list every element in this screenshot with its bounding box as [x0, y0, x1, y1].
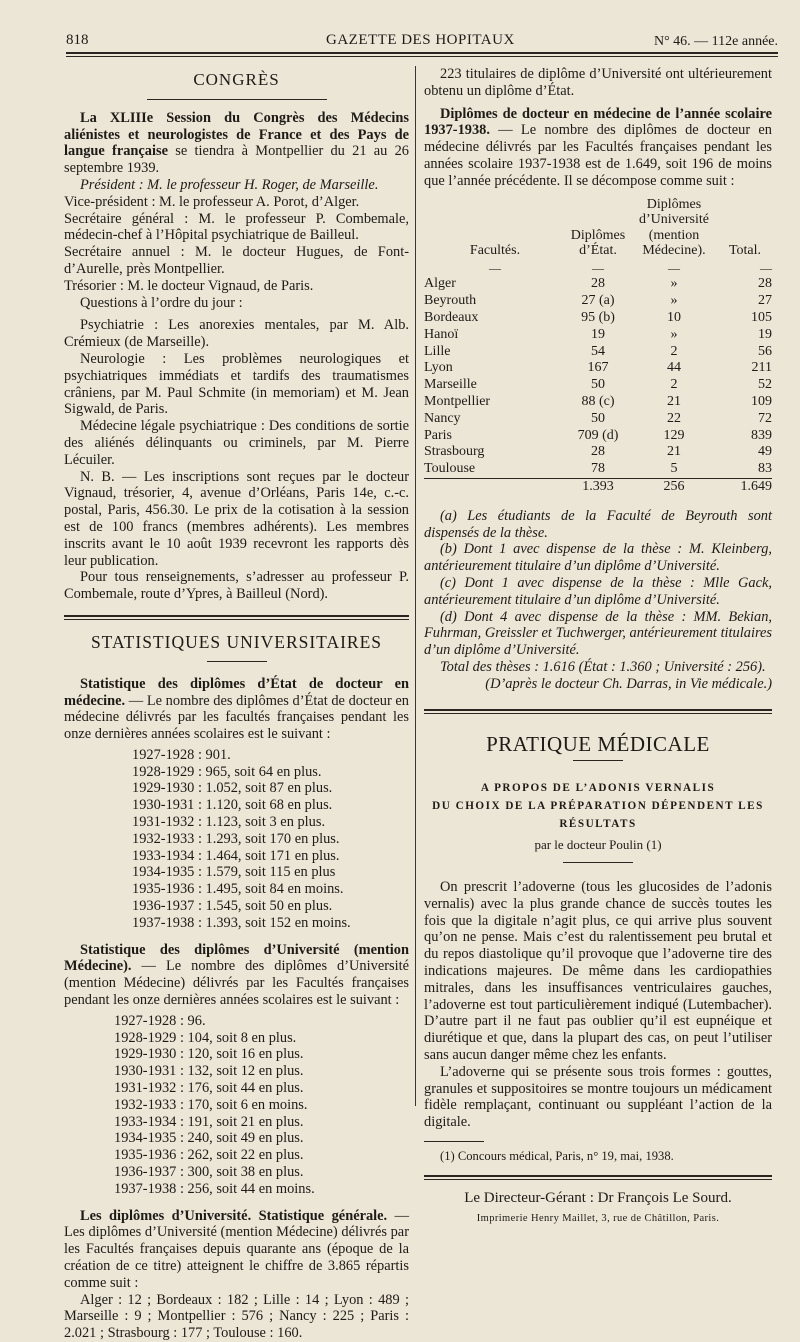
general-detail: Alger : 12 ; Bordeaux : 182 ; Lille : 14 ; Lyon : 489 ; Marseille : 9 ; Montpellier : 576 ; Nancy : 225 ; Paris : 2.021 ; Strasbourg : 177 ; Toulouse : 160. [64, 1291, 409, 1342]
list-item: 1934-1935 : 1.579, soit 115 en plus [132, 864, 336, 881]
list-item: 1927-1928 : 901. [132, 746, 231, 763]
question-neurologie: Neurologie : Les problèmes neurologiques et psychiatriques immédiats et tardifs des traumatismes crâniens, par M. Paul Schmite (in memoriam) et M. Jean Sigwald, de Paris. [64, 350, 409, 418]
list-item: 1931-1932 : 176, soit 44 en plus. [114, 1080, 304, 1097]
article-title-2: DU CHOIX DE LA PRÉPARATION DÉPENDENT LES RÉSULTATS [432, 800, 764, 831]
cell-total: 72 [758, 410, 772, 426]
note-b: (b) Dont 1 avec dispense de la thèse : M. Kleinberg, antérieurement titulaire d’un diplôme d’Université. [424, 541, 772, 575]
note-d: (d) Dont 4 avec dispense de la thèse : MM. Bekian, Fuhrman, Greissler et Tuchwerger, antérieurement titulaires d’un diplôme d’Université. [424, 608, 772, 659]
officer-tresorier: Trésorier : M. le docteur Vignaud, de Paris. [64, 277, 314, 294]
question-psychiatrie: Psychiatrie : Les anorexies mentales, par M. Alb. Crémieux (de Marseille). [64, 317, 409, 351]
table-header-row [424, 196, 772, 260]
diplomas-table [424, 196, 772, 496]
cell-etat: 54 [591, 343, 605, 359]
list-item: 1937-1938 : 256, soit 44 en moins. [114, 1180, 315, 1197]
col-header-total: Total. [728, 243, 762, 259]
article-title-1: A PROPOS DE L’ADONIS VERNALIS [480, 782, 716, 795]
article-byline: par le docteur Poulin (1) [534, 837, 662, 853]
col-header-facultes: Facultés. [469, 243, 521, 259]
etat-heading: Statistique des diplômes d’État de docteur en médecine. [64, 675, 409, 709]
univ-text: — Le nombre des diplômes d’Université (mention Médecine) délivrés par les Facultés françaises pendant les onze dernières années scolaires est le suivant : [64, 958, 409, 1009]
continuation-text: 223 titulaires de diplôme d’Université ont ultérieurement obtenu un diplôme d’État. [424, 66, 772, 99]
table-row [424, 327, 772, 344]
table-row [424, 461, 772, 478]
cell-total-universite: 256 [630, 478, 718, 495]
univ-paragraph [64, 942, 409, 1009]
list-item: 1935-1936 : 1.495, soit 84 en moins. [132, 881, 344, 898]
officer-secretaire-annuel: Secrétaire annuel : M. le docteur Hugues, de Font-d’Aurelle, près Montpellier. [64, 244, 409, 277]
cell-total: 109 [751, 393, 772, 409]
dash-cell: — [760, 260, 772, 275]
questions-intro: Questions à l’ordre du jour : [80, 294, 243, 311]
cell-universite: 129 [663, 427, 685, 443]
column-separator [415, 66, 416, 1106]
cell-total-total: 1.649 [718, 478, 772, 495]
list-item: 1931-1932 : 1.123, soit 3 en plus. [132, 814, 326, 831]
table-row [424, 377, 772, 394]
cell-universite: 2 [670, 343, 678, 359]
congres-intro-bold: La XLIIIe Session du Congrès des Médecins aliénistes et neurologistes de France et des Pays de langue française [64, 109, 409, 160]
cell-total: 27 [758, 293, 772, 309]
cell-universite: » [670, 326, 678, 342]
cell-faculte: Lille [424, 343, 451, 359]
article-paragraph-2: L’adoverne qui se présente sous trois formes : gouttes, granules et suppositoires se montre toujours un médicament fidèle remplaçant, continuant ou suppléant l’action de la digitale. [424, 1063, 772, 1131]
cell-faculte: Strasbourg [424, 444, 485, 460]
cell-faculte: Bordeaux [424, 309, 479, 325]
left-column [64, 66, 409, 1342]
officer-president: Président : M. le professeur H. Roger, de Marseille. [80, 176, 379, 193]
stats-rule [207, 661, 267, 662]
cell-faculte: Alger [424, 276, 456, 292]
cell-etat: 19 [591, 326, 605, 342]
table-total-row [424, 478, 772, 495]
cell-universite: 10 [667, 309, 681, 325]
general-text: — Les diplômes d’Université (mention Médecine) délivrés par les Facultés françaises depuis quarante ans (époque de la création de ce titre) atteignent le chiffre de 3.865 répartis comme suit : [64, 1207, 409, 1291]
univ-heading: Statistique des diplômes d’Université (mention Médecine). [64, 941, 409, 975]
cell-total: 52 [758, 377, 772, 393]
table-dash-row [424, 260, 772, 277]
cell-total: 83 [758, 461, 772, 477]
list-item: 1933-1934 : 1.464, soit 171 en plus. [132, 847, 340, 864]
cell-universite: 21 [667, 444, 681, 460]
cell-total: 211 [751, 360, 772, 376]
page-number: 818 [66, 32, 89, 48]
total-theses: Total des thèses : 1.616 (État : 1.360 ; Université : 256). [440, 658, 766, 675]
cell-total: 19 [758, 326, 772, 342]
list-item: 1930-1931 : 1.120, soit 68 en plus. [132, 797, 333, 814]
general-heading: Les diplômes d’Université. Statistique générale. [80, 1207, 388, 1224]
etat-paragraph [64, 676, 409, 743]
cell-etat: 167 [587, 360, 609, 376]
cell-total-label [424, 478, 566, 495]
list-item: 1936-1937 : 300, soit 38 en plus. [114, 1164, 304, 1181]
right-column [424, 66, 772, 1227]
cell-total-etat: 1.393 [566, 478, 630, 495]
footnote: (1) Concours médical, Paris, n° 19, mai, 1938. [440, 1149, 674, 1164]
list-item: 1937-1938 : 1.393, soit 152 en moins. [132, 914, 351, 931]
page-header [66, 30, 778, 54]
univ-list [114, 1013, 409, 1198]
congres-rule [147, 99, 327, 100]
list-item: 1928-1929 : 104, soit 8 en plus. [114, 1029, 297, 1046]
cell-universite: 44 [667, 360, 681, 376]
issue-info: N° 46. — 112e année. [653, 34, 778, 49]
table-row [424, 360, 772, 377]
section-rule [64, 615, 409, 620]
congres-contact: Pour tous renseignements, s’adresser au professeur P. Combemale, route d’Ypres, à Bailleul (Nord). [64, 569, 409, 603]
stats-title: STATISTIQUES UNIVERSITAIRES [90, 631, 383, 652]
list-item: 1932-1933 : 170, soit 6 en moins. [114, 1096, 308, 1113]
table-notes [424, 508, 772, 693]
cell-total: 105 [751, 309, 772, 325]
cell-universite: 5 [670, 461, 678, 477]
article-paragraph-1: On prescrit l’adoverne (tous les glucosides de l’adonis vernalis) avec la plus grande chance de succès toutes les fois que la digitale n’agit plus, ce qui arrive plus souvent qu’on ne pense. Mais c’est du ralentissement peu brutal et du repos diastolique qu’il provoque que l’adoverne tire des indications majeures. De même dans les cardiopathies mitrales, dans les insuffisances ventriculaires gauches, l’adoverne est tout particulièrement indiqué (Lutembacher). D’autre part il ne faut pas oublier qu’il est eupnéique et diurétique et que, dans la plupart des cas, on peut l’utiliser sans aucun danger même chez les enfants. [424, 879, 772, 1064]
cell-etat: 50 [591, 410, 605, 426]
table-row [424, 394, 772, 411]
table-row [424, 276, 772, 293]
pratique-title: PRATIQUE MÉDICALE [486, 731, 710, 756]
pratique-rule [573, 760, 623, 761]
cell-total: 839 [751, 427, 772, 443]
cell-universite: » [670, 276, 678, 292]
list-item: 1927-1928 : 96. [114, 1012, 206, 1029]
cell-faculte: Lyon [424, 360, 453, 376]
byline-rule [563, 862, 633, 863]
cell-etat: 88 (c) [581, 393, 615, 409]
table-row [424, 293, 772, 310]
cell-etat: 27 (a) [581, 293, 615, 309]
cell-faculte: Toulouse [424, 461, 476, 477]
officer-vice-president: Vice-président : M. le professeur A. Porot, d’Alger. [64, 193, 360, 210]
cell-universite: » [670, 293, 678, 309]
cell-etat: 95 (b) [581, 309, 615, 325]
source-note: (D’après le docteur Ch. Darras, in Vie médicale.) [485, 675, 772, 692]
cell-faculte: Hanoï [424, 326, 459, 342]
etat-list [132, 747, 409, 932]
table-row [424, 344, 772, 361]
col-header-etat: Diplômes d’État. [570, 227, 626, 259]
d1938-heading: Diplômes de docteur en médecine de l’année scolaire 1937-1938. [424, 105, 772, 139]
question-medecine-legale: Médecine légale psychiatrique : Des conditions de sortie des aliénés délinquants ou criminels, par M. Pierre Lécuiler. [64, 418, 409, 468]
cell-faculte: Marseille [424, 377, 477, 393]
general-paragraph [64, 1208, 409, 1292]
list-item: 1933-1934 : 191, soit 21 en plus. [114, 1113, 304, 1130]
cell-faculte: Paris [424, 427, 452, 443]
list-item: 1935-1936 : 262, soit 22 en plus. [114, 1147, 304, 1164]
cell-etat: 50 [591, 377, 605, 393]
list-item: 1929-1930 : 1.052, soit 87 en plus. [132, 780, 333, 797]
cell-etat: 709 (d) [577, 427, 619, 443]
list-item: 1936-1937 : 1.545, soit 50 en plus. [132, 898, 333, 915]
col-header-universite: Diplômes d’Université (mention Médecine). [639, 196, 709, 259]
cell-total: 28 [758, 276, 772, 292]
etat-text: — Le nombre des diplômes d’État de docteur en médecine délivrés par les facultés françaises pendant les onze dernières années scolaires est le suivant : [64, 692, 409, 743]
table-row [424, 310, 772, 327]
list-item: 1928-1929 : 965, soit 64 en plus. [132, 763, 322, 780]
d1938-text: — Le nombre des diplômes de docteur en médecine délivrés par les Facultés françaises pendant les années scolaire 1937-1938 est de 1.649, soit 196 de moins que l’année précédente. Il se décompose comme suit : [424, 122, 772, 189]
cell-faculte: Montpellier [424, 393, 491, 409]
table-row [424, 411, 772, 428]
directeur-gerant: Le Directeur-Gérant : Dr François Le Sourd. [464, 1189, 732, 1206]
cell-faculte: Beyrouth [424, 293, 477, 309]
congres-nb: N. B. — Les inscriptions sont reçues par le docteur Vignaud, trésorier, 4, avenue d’Orléans, Paris 14e, c.-c. postal, Paris, 456.30. Le prix de la cotisation à la session est de 100 francs (membres adhérents). Les membres inscrits avant le 10 août 1939 recevront les rapports dès leur publication. [64, 468, 409, 569]
list-item: 1932-1933 : 1.293, soit 170 en plus. [132, 830, 340, 847]
list-item: 1934-1935 : 240, soit 49 en plus. [114, 1130, 304, 1147]
dash-cell: — [489, 260, 501, 275]
header-rule-thin [66, 56, 778, 57]
journal-title: GAZETTE DES HOPITAUX [326, 32, 515, 48]
gerant-rule [424, 1175, 772, 1180]
cell-etat: 78 [591, 461, 605, 477]
d1938-paragraph [424, 106, 772, 190]
congres-title: CONGRÈS [193, 70, 280, 89]
cell-total: 56 [758, 343, 772, 359]
footnote-rule [424, 1141, 484, 1142]
cell-total: 49 [758, 444, 772, 460]
congres-intro-rest: se tiendra à Montpellier du 21 au 26 septembre 1939. [64, 143, 409, 177]
cell-universite: 22 [667, 410, 681, 426]
table-body [424, 276, 772, 495]
note-c: (c) Dont 1 avec dispense de la thèse : Mlle Gack, antérieurement titulaire d’un diplôme d’Université. [424, 574, 772, 608]
cell-etat: 28 [591, 276, 605, 292]
cell-universite: 2 [670, 377, 678, 393]
imprimerie: Imprimerie Henry Maillet, 3, rue de Châtillon, Paris. [476, 1212, 720, 1224]
officer-secretaire-general: Secrétaire général : M. le professeur P. Combemale, médecin-chef à l’Hôpital psychiatrique de Bailleul. [64, 210, 409, 244]
cell-faculte: Nancy [424, 410, 461, 426]
section-rule-right [424, 709, 772, 714]
header-rule [66, 52, 778, 54]
dash-cell: — [592, 260, 604, 275]
dash-cell: — [668, 260, 680, 275]
cell-etat: 28 [591, 444, 605, 460]
cell-universite: 21 [667, 393, 681, 409]
table-row [424, 444, 772, 461]
list-item: 1929-1930 : 120, soit 16 en plus. [114, 1046, 304, 1063]
note-a: (a) Les étudiants de la Faculté de Beyrouth sont dispensés de la thèse. [424, 507, 772, 541]
list-item: 1930-1931 : 132, soit 12 en plus. [114, 1063, 304, 1080]
congres-intro [64, 110, 409, 177]
table-row [424, 428, 772, 445]
